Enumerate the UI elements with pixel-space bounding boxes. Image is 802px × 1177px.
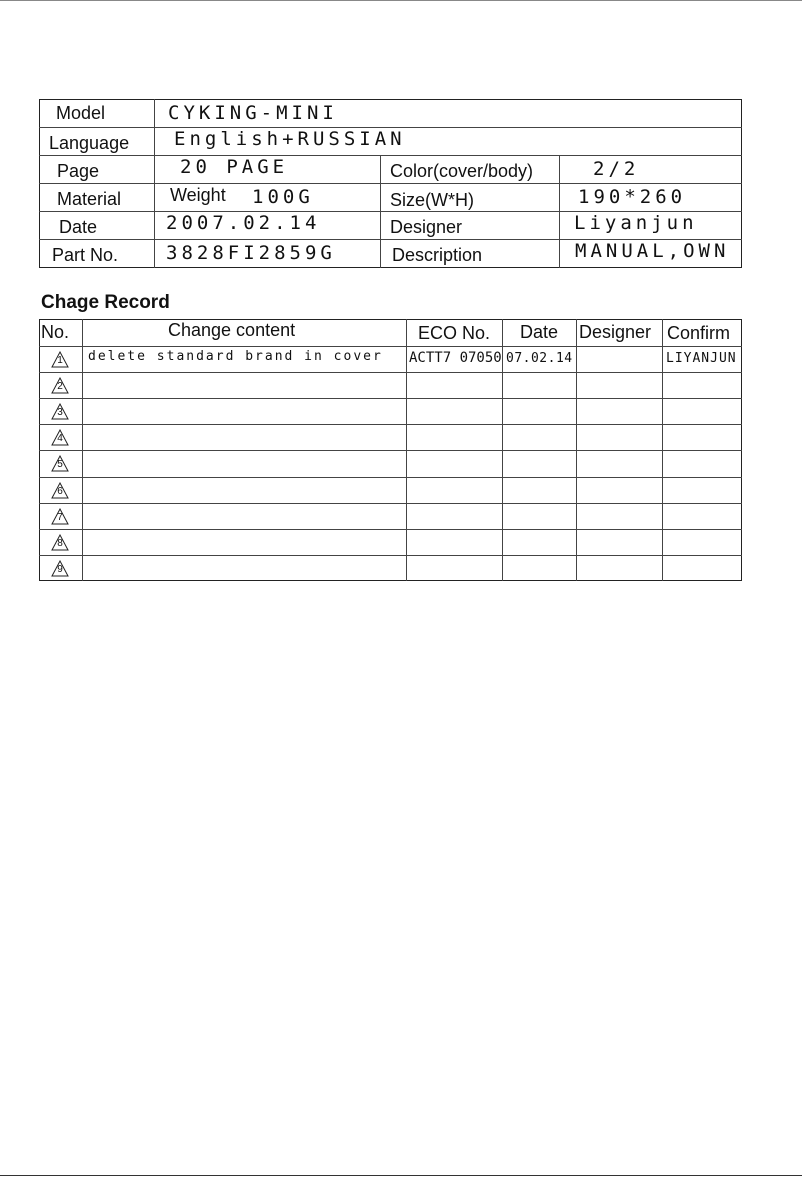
column-divider — [559, 155, 560, 268]
revision-triangle-icon — [51, 482, 69, 499]
row-divider — [39, 503, 742, 504]
row-divider — [39, 477, 742, 478]
model-label: Model — [56, 103, 106, 123]
revision-triangle-icon — [51, 403, 69, 420]
row-divider — [39, 450, 742, 451]
part-value: 3828FI2859G — [166, 242, 336, 264]
material-label: Material — [57, 189, 122, 209]
header-no: No. — [41, 322, 70, 342]
description-value: MANUAL,OWN — [575, 240, 730, 262]
revision-triangle-icon — [51, 508, 69, 525]
size-value: 190*260 — [578, 186, 687, 208]
revision-triangle-icon — [51, 560, 69, 577]
row-number: 9 — [57, 564, 63, 575]
row-number: 1 — [57, 355, 63, 366]
row-1-eco: ACTT7 07050 — [409, 350, 502, 366]
row-1-content: delete standard brand in cover — [88, 349, 383, 364]
row-1-date: 07.02.14 — [506, 351, 573, 366]
row-number: 4 — [57, 433, 63, 444]
material-prefix: Weight — [170, 185, 226, 205]
color-label: Color(cover/body) — [390, 161, 534, 181]
page-label: Page — [57, 161, 100, 181]
material-value: 100G — [252, 186, 314, 208]
column-divider — [380, 155, 381, 268]
top-border — [0, 0, 802, 1]
description-label: Description — [392, 245, 483, 265]
header-confirm: Confirm — [667, 323, 731, 343]
row-number: 3 — [57, 407, 63, 418]
change-record-title: Chage Record — [41, 292, 170, 313]
row-divider — [39, 155, 742, 156]
row-number: 5 — [57, 459, 63, 470]
header-date: Date — [520, 322, 559, 342]
header-designer: Designer — [579, 322, 652, 342]
designer-value: Liyanjun — [574, 212, 698, 234]
size-label: Size(W*H) — [390, 190, 474, 210]
row-divider — [39, 529, 742, 530]
page-value: 20 PAGE — [180, 156, 289, 178]
revision-triangle-icon — [51, 377, 69, 394]
date-value: 2007.02.14 — [166, 212, 321, 234]
language-label: Language — [49, 133, 130, 153]
language-value: English+RUSSIAN — [174, 128, 406, 150]
row-number: 2 — [57, 381, 63, 392]
date-label: Date — [59, 217, 98, 237]
model-value: CYKING-MINI — [168, 102, 338, 124]
row-divider — [39, 555, 742, 556]
part-label: Part No. — [52, 245, 119, 265]
row-divider — [39, 346, 742, 347]
row-number: 8 — [57, 538, 63, 549]
revision-triangle-icon — [51, 455, 69, 472]
row-divider — [39, 424, 742, 425]
color-value: 2/2 — [593, 158, 640, 180]
designer-label: Designer — [390, 217, 463, 237]
row-1-designer: LIYANJUN — [666, 351, 737, 366]
revision-triangle-icon — [51, 351, 69, 368]
row-number: 6 — [57, 486, 63, 497]
header-eco-no: ECO No. — [418, 323, 491, 343]
column-divider — [154, 99, 155, 268]
row-divider — [39, 398, 742, 399]
revision-triangle-icon — [51, 534, 69, 551]
row-divider — [39, 372, 742, 373]
row-number: 7 — [57, 512, 63, 523]
bottom-border — [0, 1175, 802, 1176]
row-divider — [39, 183, 742, 184]
revision-triangle-icon — [51, 429, 69, 446]
header-change-content: Change content — [168, 320, 296, 340]
